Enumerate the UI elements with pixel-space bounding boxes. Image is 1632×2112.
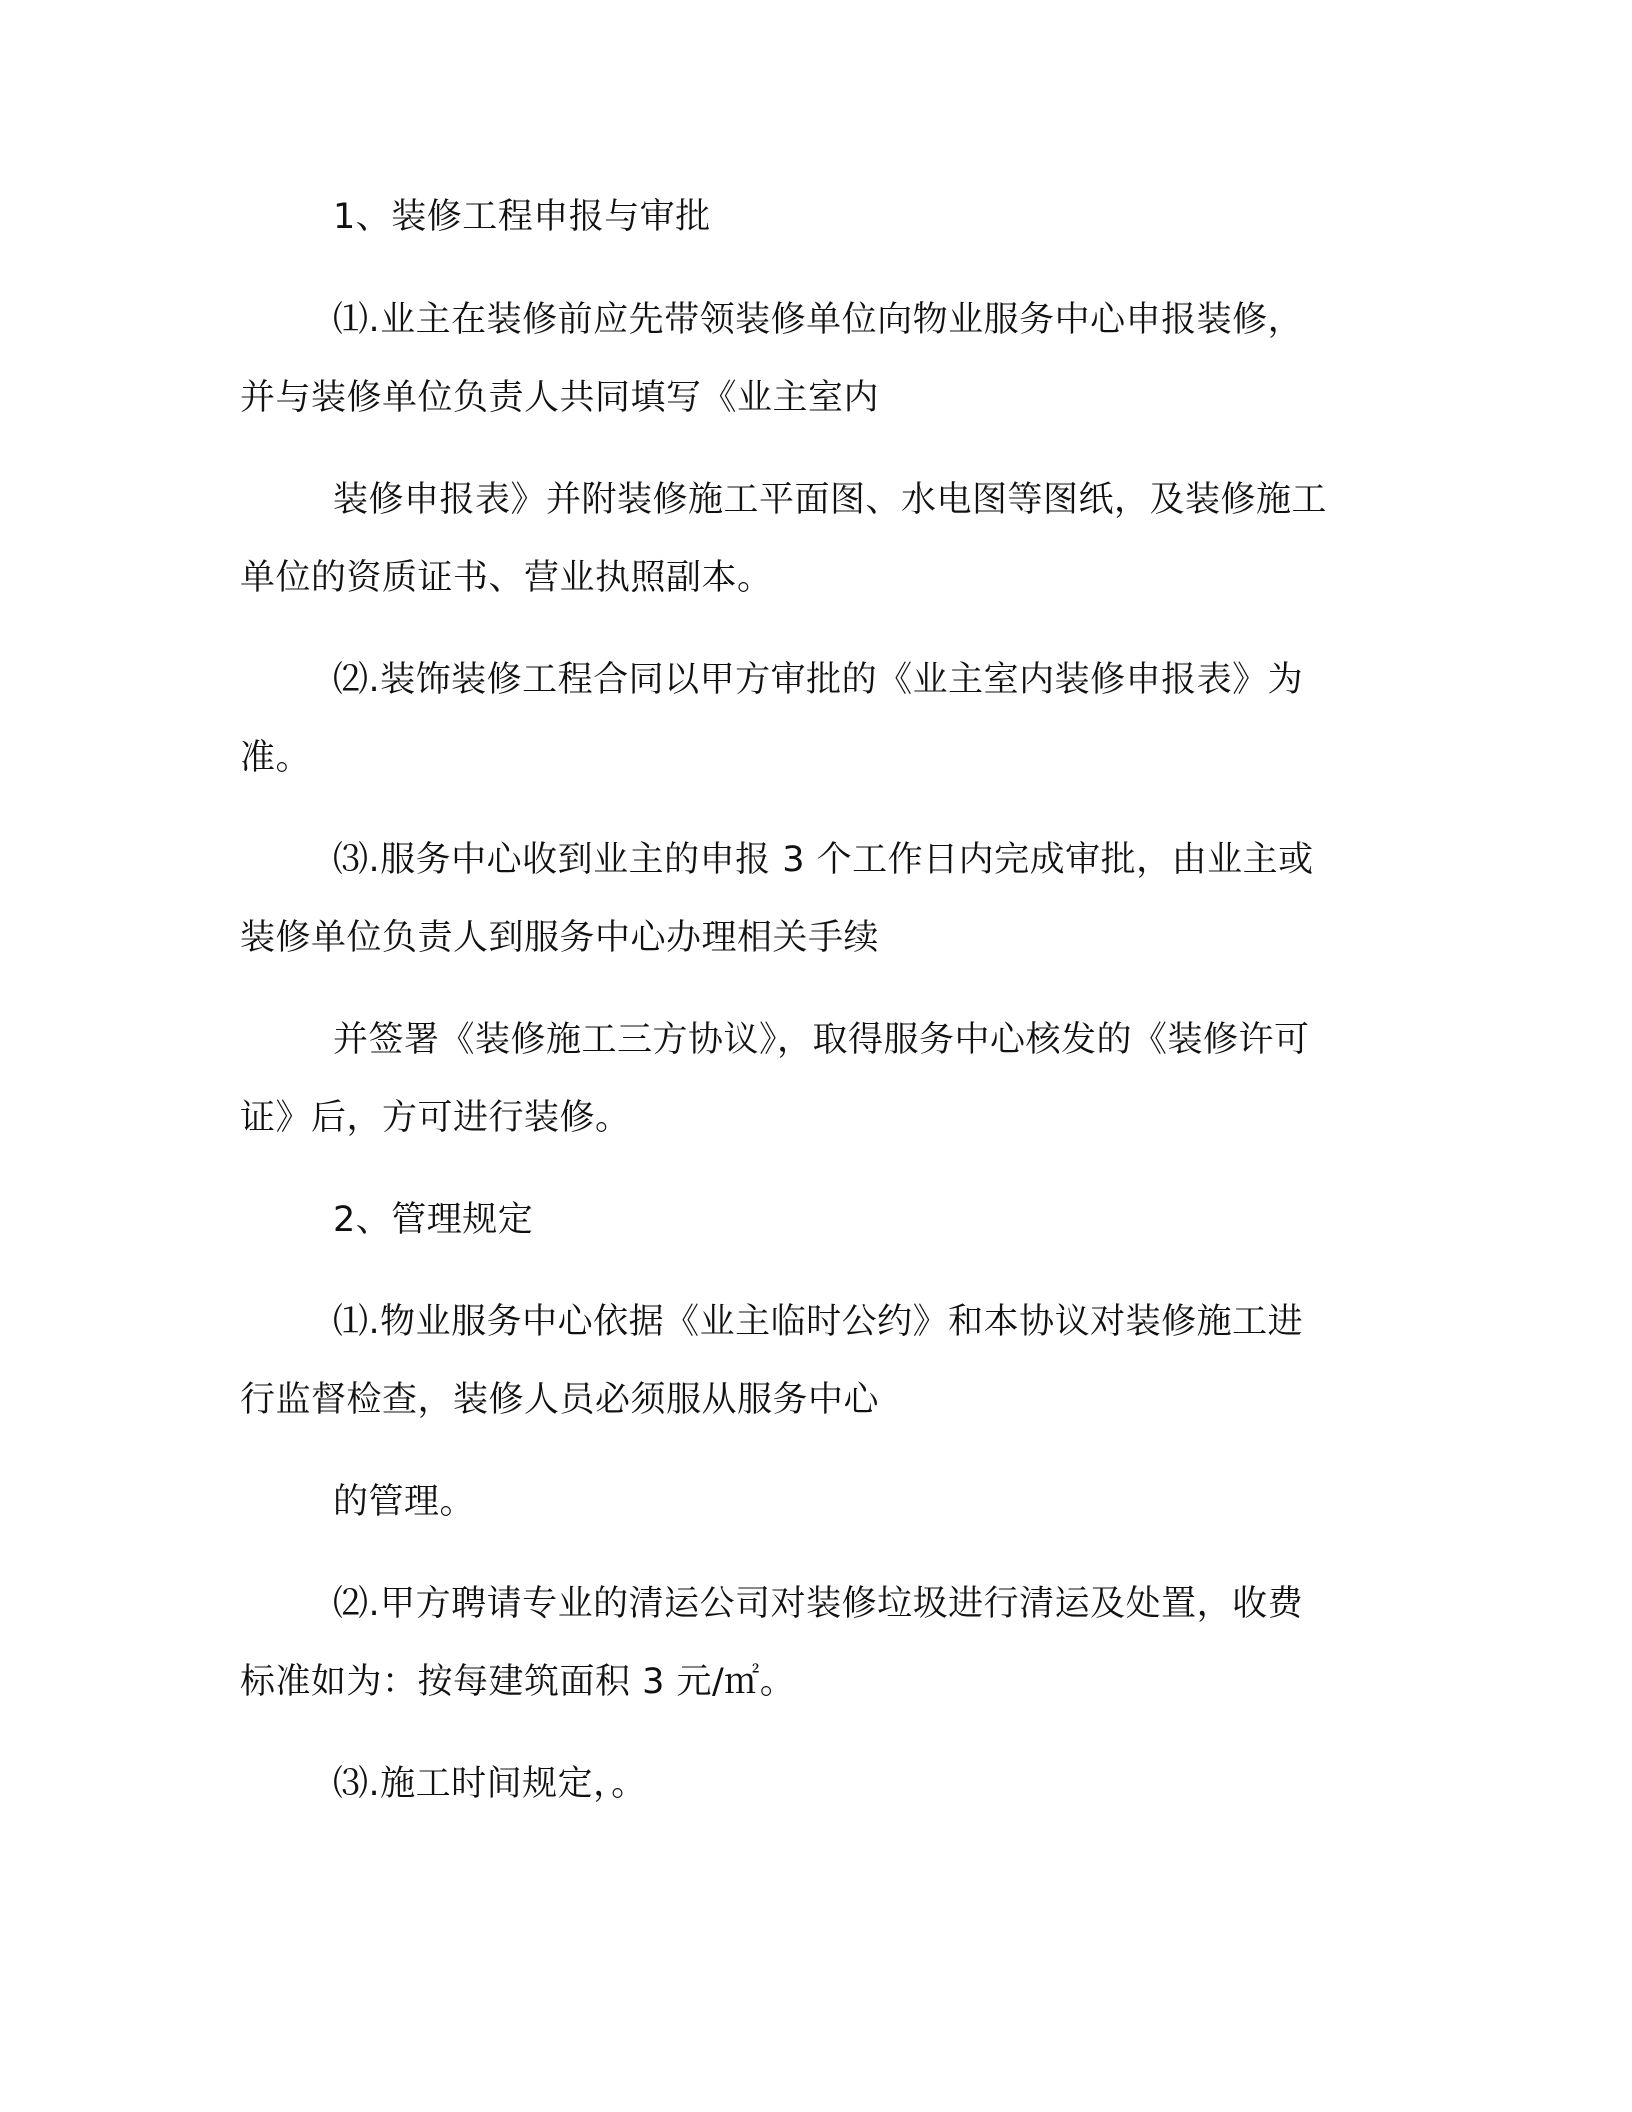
paragraph-line: ⑴.业主在装修前应先带领装修单位向物业服务中心申报装修， [333, 300, 1304, 340]
paragraph-line: ⑶.施工时间规定，。 [333, 1764, 647, 1804]
paragraph-line: ⑵.装饰装修工程合同以甲方审批的《业主室内装修申报表》为 [333, 660, 1304, 700]
paragraph-line: ⑴.物业服务中心依据《业主临时公约》和本协议对装修施工进 [333, 1302, 1304, 1342]
paragraph-line: 证》后，方可进行装修。 [240, 1098, 631, 1138]
paragraph-line: 单位的资质证书、营业执照副本。 [240, 558, 773, 598]
section-heading-1: 1、装修工程申报与审批 [333, 197, 711, 237]
paragraph-line: 准。 [240, 738, 312, 778]
paragraph-line: 的管理。 [333, 1482, 476, 1522]
paragraph-line: ⑵.甲方聘请专业的清运公司对装修垃圾进行清运及处置，收费 [333, 1584, 1304, 1624]
paragraph-line: 装修申报表》并附装修施工平面图、水电图等图纸，及装修施工 [333, 480, 1328, 520]
paragraph-line: 标准如为：按每建筑面积 3 元/㎡。 [240, 1662, 796, 1702]
section-heading-2: 2、管理规定 [333, 1200, 534, 1240]
paragraph-line: ⑶.服务中心收到业主的申报 3 个工作日内完成审批，由业主或 [333, 840, 1314, 880]
paragraph-line: 行监督检查，装修人员必须服从服务中心 [240, 1380, 880, 1420]
paragraph-line: 并签署《装修施工三方协议》，取得服务中心核发的《装修许可 [333, 1020, 1310, 1060]
paragraph-line: 并与装修单位负责人共同填写《业主室内 [240, 378, 880, 418]
paragraph-line: 装修单位负责人到服务中心办理相关手续 [240, 918, 880, 958]
